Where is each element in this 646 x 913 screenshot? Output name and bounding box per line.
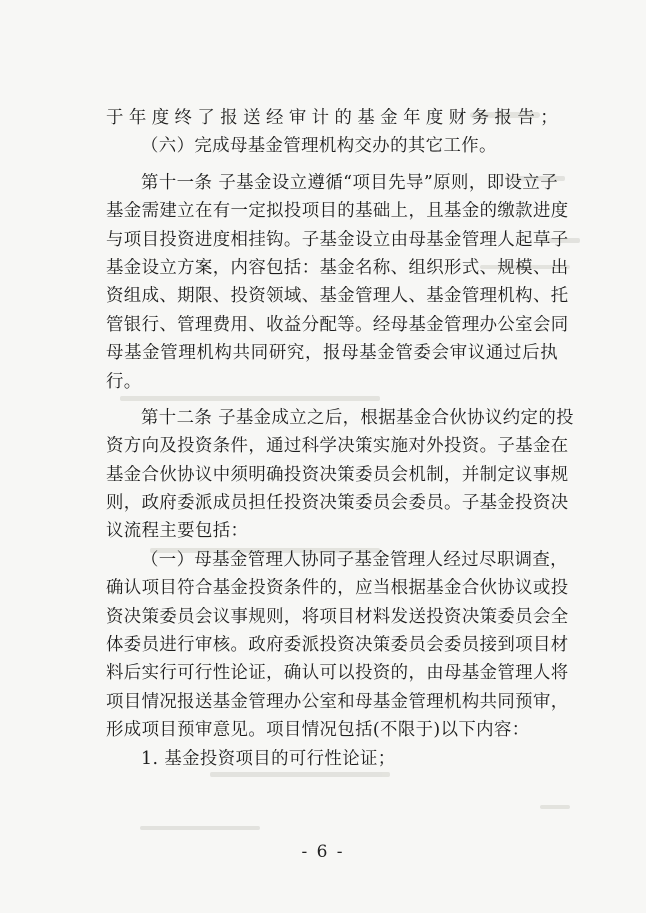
text-line: （一）母基金管理人协同子基金管理人经过尽职调查， xyxy=(141,549,568,570)
text-line: 母基金管理机构共同研究，报母基金管委会审议通过后执 xyxy=(106,343,558,364)
text-line: 行。 xyxy=(106,371,142,392)
text-line: 资方向及投资条件，通过科学决策实施对外投资。子基金在 xyxy=(106,436,569,457)
text-line: 议流程主要包括： xyxy=(106,521,249,542)
text-line: 管银行、管理费用、收益分配等。经母基金管理办公室会同 xyxy=(106,314,569,335)
text-line: 基金合伙协议中须明确投资决策委员会机制，并制定议事规 xyxy=(106,464,569,485)
text-line: （六）完成母基金管理机构交办的其它工作。 xyxy=(141,136,497,157)
text-line: 与项目投资进度相挂钩。子基金设立由母基金管理人起草子 xyxy=(106,229,569,250)
text-line: 则，政府委派成员担任投资决策委员会委员。子基金投资决 xyxy=(106,493,569,514)
text-line: 项目情况报送基金管理办公室和母基金管理机构共同预审， xyxy=(106,691,569,712)
text-line: 第十二条 子基金成立之后，根据基金合伙协议约定的投 xyxy=(141,407,574,428)
text-line: 基金需建立在有一定拟投项目的基础上，且基金的缴款进度 xyxy=(106,201,569,222)
text-line: 第十一条 子基金设立遵循“项目先导”原则，即设立子 xyxy=(141,172,558,193)
paragraph-gap xyxy=(106,396,558,404)
text-line: 料后实行可行性论证，确认可以投资的，由母基金管理人将 xyxy=(106,663,569,684)
text-line: 体委员进行审核。政府委派投资决策委员会委员接到项目材 xyxy=(106,635,569,656)
text-line: 于年度终了报送经审计的基金年度财务报告； xyxy=(106,108,558,128)
text-line: 资决策委员会议事规则，将项目材料发送投资决策委员会全 xyxy=(106,606,569,627)
body-text xyxy=(106,104,574,773)
paragraph-gap xyxy=(106,161,558,169)
text-line: 确认项目符合基金投资条件的，应当根据基金合伙协议或投 xyxy=(106,578,569,599)
page-number: - 6 - xyxy=(301,842,345,862)
text-line: 形成项目预审意见。项目情况包括(不限于)以下内容： xyxy=(106,720,530,741)
text-line: 1. 基金投资项目的可行性论证； xyxy=(141,748,396,769)
text-line: 基金设立方案，内容包括：基金名称、组织形式、规模、出 xyxy=(106,257,569,278)
text-line: 资组成、期限、投资领域、基金管理人、基金管理机构、托 xyxy=(106,286,569,307)
